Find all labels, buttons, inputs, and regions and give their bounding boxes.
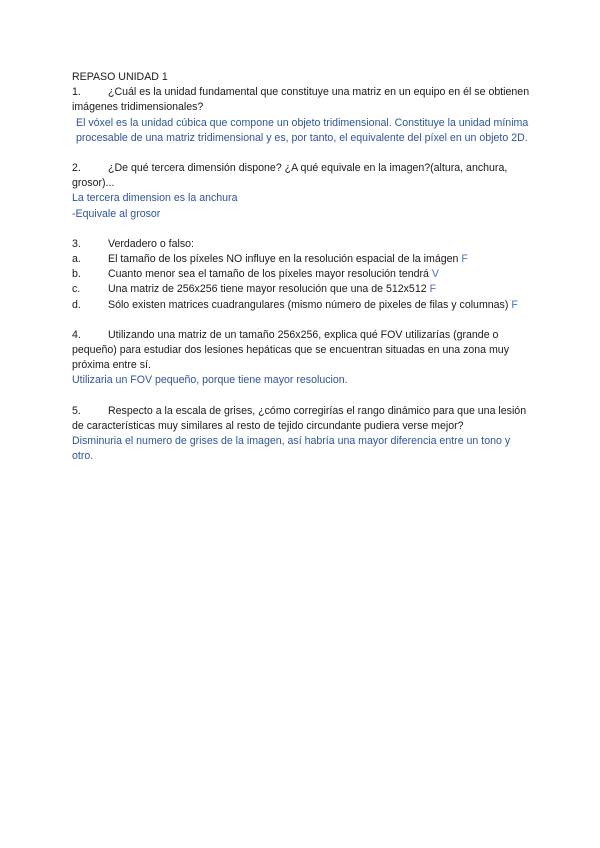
question-5-number: 5. bbox=[72, 404, 81, 417]
item-b-label: b. bbox=[72, 268, 81, 281]
question-3-text: Verdadero o falso: bbox=[108, 237, 194, 250]
question-2-number: 2. bbox=[72, 162, 81, 175]
question-1-number: 1. bbox=[72, 86, 81, 99]
answer-5: Disminuria el numero de grises de la imagen, así habría una mayor diferencia entre un tono y otro. bbox=[72, 435, 511, 463]
item-c-label: c. bbox=[72, 283, 81, 296]
item-d-text: Sólo existen matrices cuadrangulares (mismo número de pixeles de filas y columnas) bbox=[108, 298, 509, 311]
answer-4: Utilizaria un FOV pequeño, porque tiene mayor resolucion. bbox=[72, 374, 348, 387]
item-a-mark: F bbox=[461, 253, 468, 266]
question-4 bbox=[72, 328, 532, 374]
item-a-label: a. bbox=[72, 253, 81, 266]
question-1 bbox=[72, 85, 532, 115]
answer-2-line-1: La tercera dimension es la anchura bbox=[72, 192, 238, 205]
question-3-item-a bbox=[72, 252, 532, 267]
document-title: REPASO UNIDAD 1 bbox=[72, 71, 168, 83]
question-3-number: 3. bbox=[72, 237, 81, 250]
item-d-mark: F bbox=[511, 298, 518, 311]
answer-1: El vóxel es la unidad cúbica que compone un objeto tridimensional. Constituye la unidad mínima procesable de una matriz tridimensional y es, por tanto, el equivalente del píxel en un objeto 2D. bbox=[76, 116, 529, 144]
question-2-text: ¿De qué tercera dimensión dispone? ¿A qué equivale en la imagen?(altura, anchura, grosor)... bbox=[72, 162, 508, 190]
answer-2-line-2: -Equivale al grosor bbox=[72, 207, 161, 220]
question-3-item-c bbox=[72, 282, 532, 297]
document-content bbox=[72, 70, 532, 464]
question-2 bbox=[72, 161, 532, 191]
item-b-text: Cuanto menor sea el tamaño de los píxeles mayor resolución tendrá bbox=[108, 268, 429, 281]
question-3-item-b bbox=[72, 267, 532, 282]
question-4-text: Utilizando una matriz de un tamaño 256x256, explica qué FOV utilizarías (grande o pequeño) para estudiar dos lesiones hepáticas que se encuentran situadas en una zona muy próxima entre sí. bbox=[72, 328, 509, 372]
question-3 bbox=[72, 237, 532, 252]
question-4-number: 4. bbox=[72, 328, 81, 341]
question-1-text: ¿Cuál es la unidad fundamental que constituye una matriz en un equipo en él se obtienen imágenes tridimensionales? bbox=[72, 86, 530, 114]
question-5 bbox=[72, 404, 532, 434]
item-a-text: El tamaño de los píxeles NO influye en la resolución espacial de la imágen bbox=[108, 253, 459, 266]
item-c-text: Una matriz de 256x256 tiene mayor resolución que una de 512x512 bbox=[108, 283, 427, 296]
item-c-mark: F bbox=[429, 283, 437, 296]
item-d-label: d. bbox=[72, 298, 81, 311]
question-5-text: Respecto a la escala de grises, ¿cómo corregirías el rango dinámico para que una lesión de características muy similares al resto de tejido circundante pudiera verse mejor? bbox=[72, 404, 527, 432]
question-3-item-d bbox=[72, 298, 532, 313]
item-b-mark: V bbox=[431, 268, 439, 281]
